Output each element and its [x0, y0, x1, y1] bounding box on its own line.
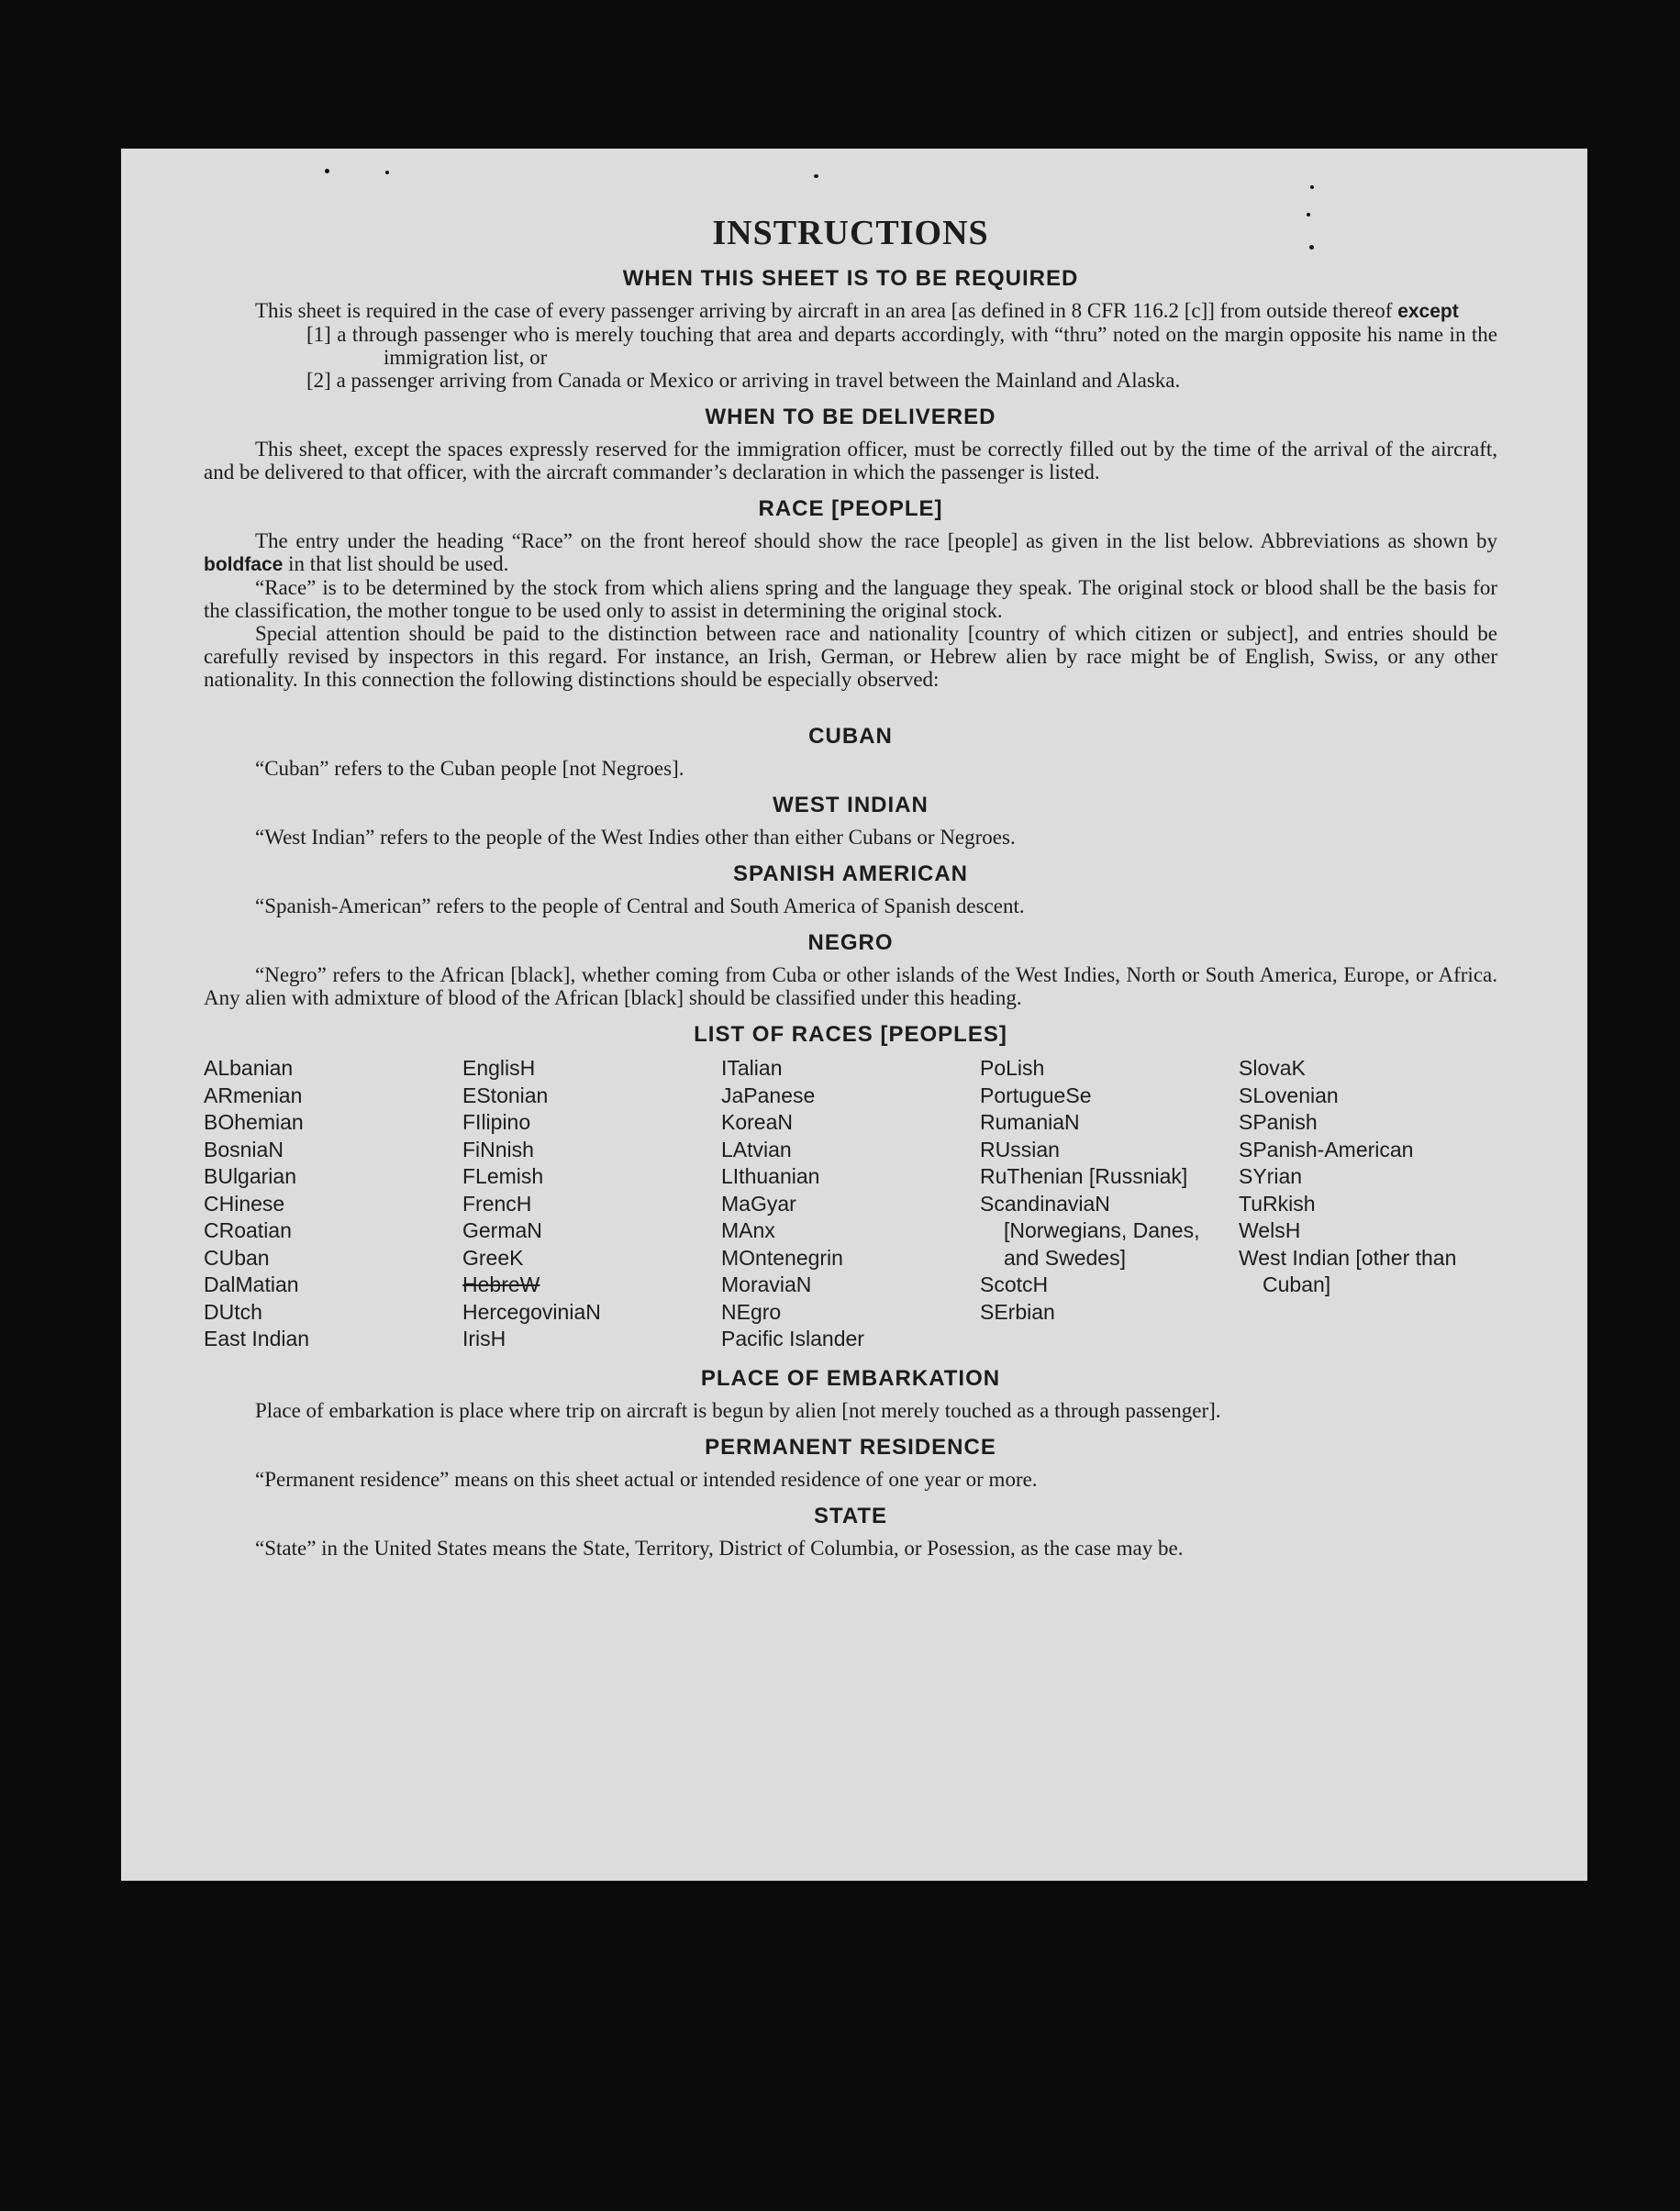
race-item: RumaniaN: [980, 1110, 1080, 1134]
race-item: ARmenian: [204, 1083, 303, 1107]
required-item-1: [1] a through passenger who is merely touching that area and departs accordingly, with “thru” noted on the margin opposite his name in the immigration list, or: [306, 323, 1497, 369]
speck-mark: [325, 169, 329, 173]
race-p1-boldface: boldface: [204, 554, 284, 575]
race-item: ScandinaviaN [Norwegians, Danes, and Swedes]: [980, 1191, 1200, 1270]
race-item: ITalian: [721, 1056, 783, 1080]
race-item: FIlipino: [462, 1110, 531, 1134]
race-item: MAnx: [721, 1218, 775, 1242]
race-item: IrisH: [462, 1327, 506, 1350]
embarkation-text: Place of embarkation is place where trip on aircraft is begun by alien [not merely touched as a through passenger].: [255, 1398, 1221, 1422]
required-intro-except: except: [1397, 301, 1459, 322]
race-item: MaGyar: [721, 1191, 796, 1216]
race-item: SPanish: [1239, 1110, 1318, 1134]
residence-text: “Permanent residence” means on this sheet actual or intended residence of one year or more.: [255, 1467, 1038, 1491]
race-item: MoraviaN: [721, 1272, 812, 1296]
race-item: ScotcH: [980, 1272, 1049, 1296]
heading-spanish-american: SPANISH AMERICAN: [732, 861, 968, 886]
heading-west-indian: WEST INDIAN: [773, 793, 929, 817]
heading-list-of-races: LIST OF RACES [PEOPLES]: [694, 1022, 1007, 1047]
race-p1-after: in that list should be used.: [288, 552, 509, 575]
race-item: RUssian: [980, 1137, 1060, 1161]
speck-mark: [814, 174, 818, 178]
race-item: PortugueSe: [980, 1083, 1092, 1107]
race-item: SErbian: [980, 1299, 1055, 1324]
race-item: RuThenian [Russniak]: [980, 1164, 1188, 1188]
race-item: BUlgarian: [204, 1164, 296, 1188]
delivered-text: This sheet, except the spaces expressly reserved for the immigration officer, must be correctly filled out by the time of the arrival of the aircraft, and be delivered to that officer, with the aircraft commander’s declaration in which the passenger is listed.: [204, 438, 1497, 483]
race-item: West Indian [other than Cuban]: [1239, 1245, 1457, 1296]
race-item: DUtch: [204, 1299, 262, 1324]
race-item: BOhemian: [204, 1110, 304, 1134]
race-item: SPanish-American: [1239, 1137, 1414, 1161]
race-item: FrencH: [462, 1191, 532, 1216]
race-column-4: [980, 1055, 1239, 1353]
race-item: East Indian: [204, 1327, 310, 1350]
race-column-5: [1239, 1055, 1497, 1353]
race-item: CUban: [204, 1245, 270, 1270]
race-item: TuRkish: [1239, 1191, 1316, 1216]
race-item: LIthuanian: [721, 1164, 820, 1188]
negro-text: “Negro” refers to the African [black], whether coming from Cuba or other islands of the West Indies, North or South America, Europe, or Africa. Any alien with admixture of blood of the African [black] should be classified under this heading.: [204, 963, 1497, 1009]
race-item: GreeK: [462, 1245, 524, 1270]
speck-mark: [1310, 185, 1314, 189]
race-paragraph-2: “Race” is to be determined by the stock from which aliens spring and the language they speak. The original stock or blood shall be the basis for the classification, the mother tongue to be used only to assist in determining the original stock.: [204, 576, 1497, 622]
race-item: FLemish: [462, 1164, 544, 1188]
race-item: BosniaN: [204, 1137, 284, 1161]
required-intro: [204, 299, 1497, 323]
document-page: [121, 149, 1587, 1881]
race-item: WelsH: [1239, 1218, 1301, 1242]
race-item: JaPanese: [721, 1083, 816, 1107]
race-list: [204, 1055, 1497, 1353]
race-item: CRoatian: [204, 1218, 292, 1242]
required-item-2: [2] a passenger arriving from Canada or Mexico or arriving in travel between the Mainland and Alaska.: [306, 369, 1181, 392]
race-paragraph-1: [204, 529, 1497, 576]
race-p1-before: The entry under the heading “Race” on the front hereof should show the race [people] as given in the list below. Abbreviations as shown by: [255, 529, 1497, 552]
instructions-content: [204, 213, 1497, 1560]
race-item: EStonian: [462, 1083, 549, 1107]
race-item: Pacific Islander: [721, 1327, 864, 1350]
race-item: LAtvian: [721, 1137, 792, 1161]
race-item: SlovaK: [1239, 1056, 1306, 1080]
speck-mark: [385, 171, 389, 174]
state-text: “State” in the United States means the State, Territory, District of Columbia, or Posession, as the case may be.: [255, 1536, 1184, 1560]
heading-negro: NEGRO: [807, 930, 894, 955]
race-item: MOntenegrin: [721, 1245, 843, 1270]
heading-when-required: WHEN THIS SHEET IS TO BE REQUIRED: [622, 266, 1079, 291]
race-item: SLovenian: [1239, 1083, 1339, 1107]
race-item: CHinese: [204, 1191, 285, 1216]
race-paragraph-3: Special attention should be paid to the distinction between race and nationality [country of which citizen or subject], and entries should be carefully revised by inspectors in this regard. For instance, an Irish, German, or Hebrew alien by race might be of English, Swiss, or any other nationality. In this connection the following distinctions should be especially observed:: [204, 622, 1497, 691]
race-item: ALbanian: [204, 1056, 294, 1080]
race-item: DalMatian: [204, 1272, 299, 1296]
heading-when-delivered: WHEN TO BE DELIVERED: [705, 405, 996, 429]
heading-place-of-embarkation: PLACE OF EMBARKATION: [700, 1365, 1001, 1391]
heading-race: RACE [PEOPLE]: [758, 496, 943, 521]
race-item: EnglisH: [462, 1056, 536, 1080]
race-item: HercegoviniaN: [462, 1299, 601, 1324]
spanish-american-text: “Spanish-American” refers to the people of Central and South America of Spanish descent.: [255, 894, 1025, 917]
heading-state: STATE: [813, 1503, 888, 1528]
race-item: NEgro: [721, 1299, 782, 1324]
page-title: INSTRUCTIONS: [712, 214, 989, 252]
race-item: KoreaN: [721, 1110, 793, 1134]
race-column-3: [721, 1055, 980, 1353]
race-item: FiNnish: [462, 1137, 534, 1161]
race-column-1: [204, 1055, 462, 1353]
race-item: SYrian: [1239, 1164, 1303, 1188]
race-item: GermaN: [462, 1218, 542, 1242]
heading-permanent-residence: PERMANENT RESIDENCE: [705, 1434, 996, 1460]
west-indian-text: “West Indian” refers to the people of the West Indies other than either Cubans or Negroes.: [255, 826, 1016, 849]
required-intro-text: This sheet is required in the case of every passenger arriving by aircraft in an area [as defined in 8 CFR 116.2 [c]] from outside thereof: [255, 299, 1393, 322]
heading-cuban: CUBAN: [808, 724, 893, 749]
race-item-struck: HebreW: [462, 1272, 540, 1296]
race-item: PoLish: [980, 1056, 1045, 1080]
cuban-text: “Cuban” refers to the Cuban people [not Negroes].: [255, 757, 684, 780]
race-column-2: [462, 1055, 721, 1353]
